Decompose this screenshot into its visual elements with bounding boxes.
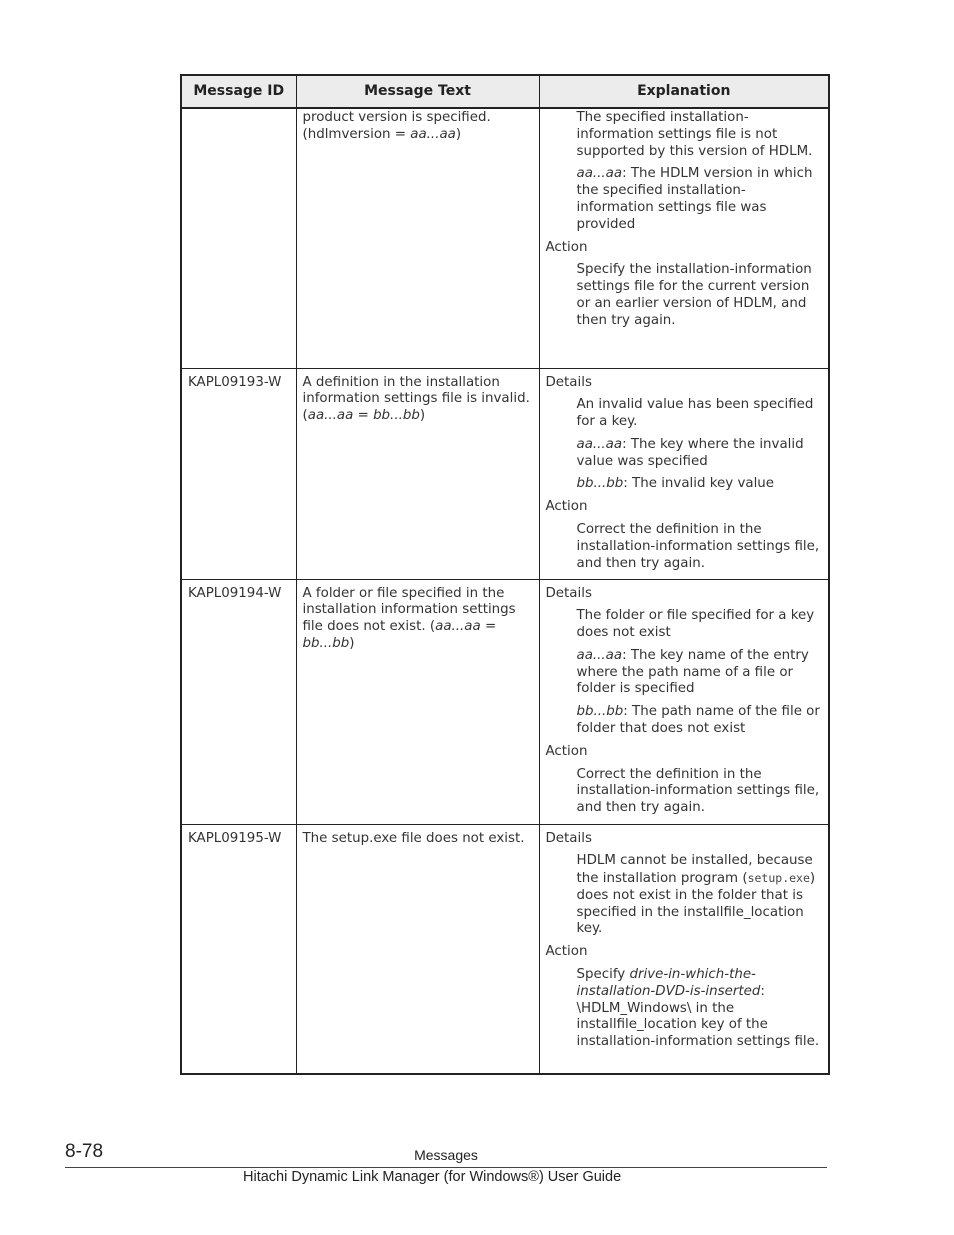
- message-id-cell: [181, 108, 296, 368]
- table-row: [181, 824, 829, 1074]
- details-text: An invalid value has been specified for a key.: [576, 397, 814, 430]
- explanation-cell: [539, 368, 829, 579]
- table-header-row: [181, 75, 829, 108]
- action-label: Action: [545, 499, 588, 515]
- messages-table: [180, 74, 830, 1075]
- header-message-text: Message Text: [296, 75, 539, 108]
- message-text-cell: A folder or file specified in the installation information settings file does not exist. (aa...aa = bb...bb): [296, 579, 539, 824]
- message-id-cell: KAPL09195-W: [181, 824, 296, 1074]
- action-label: Action: [545, 944, 588, 960]
- explanation-cell: [539, 579, 829, 824]
- message-text-cell: product version is specified. (hdlmversion = aa...aa): [296, 108, 539, 368]
- message-text-cell: The setup.exe file does not exist.: [296, 824, 539, 1074]
- explanation-text: aa...aa: The HDLM version in which the specified installation-information settings file was provided: [576, 166, 813, 232]
- footer-document-title: Hitachi Dynamic Link Manager (for Windows®) User Guide: [243, 1169, 622, 1185]
- details-text: HDLM cannot be installed, because the installation program (setup.exe) does not exist in the folder that is specified in the installfile_location key.: [576, 853, 816, 937]
- footer-divider: [65, 1167, 827, 1168]
- details-label: Details: [545, 374, 592, 390]
- details-text: aa...aa: The key name of the entry where the path name of a file or folder is specified: [576, 647, 809, 697]
- action-text: Correct the definition in the installation-information settings file, and then try again.: [576, 766, 820, 816]
- details-text: aa...aa: The key where the invalid value was specified: [576, 436, 804, 469]
- page-number: 8-78: [65, 1141, 104, 1162]
- table-row: [181, 368, 829, 579]
- message-id-cell: KAPL09194-W: [181, 579, 296, 824]
- table-row: [181, 579, 829, 824]
- details-text: bb...bb: The invalid key value: [576, 476, 775, 492]
- details-label: Details: [545, 830, 592, 846]
- header-message-id: Message ID: [181, 75, 296, 108]
- table-row: [181, 108, 829, 368]
- header-explanation: Explanation: [539, 75, 829, 108]
- details-text: The folder or file specified for a key does not exist: [576, 608, 815, 641]
- action-label: Action: [545, 239, 588, 255]
- action-text: Correct the definition in the installation-information settings file, and then try again.: [576, 522, 820, 571]
- details-label: Details: [545, 585, 592, 601]
- message-text-cell: A definition in the installation information settings file is invalid. (aa...aa = bb...bb): [296, 368, 539, 579]
- footer-section-name: Messages: [414, 1147, 478, 1163]
- explanation-cell: [539, 108, 829, 368]
- explanation-text: The specified installation-information settings file is not supported by this version of HDLM.: [576, 110, 813, 159]
- action-label: Action: [545, 743, 588, 759]
- message-id-cell: KAPL09193-W: [181, 368, 296, 579]
- details-text: bb...bb: The path name of the file or folder that does not exist: [576, 704, 820, 737]
- action-text: Specify the installation-information settings file for the current version or an earlier version of HDLM, and then try again.: [576, 262, 812, 328]
- action-text: Specify drive-in-which-the-installation-DVD-is-inserted: \HDLM_Windows\ in the installfile_location key of the installation-information settings file.: [576, 967, 820, 1050]
- explanation-cell: [539, 824, 829, 1074]
